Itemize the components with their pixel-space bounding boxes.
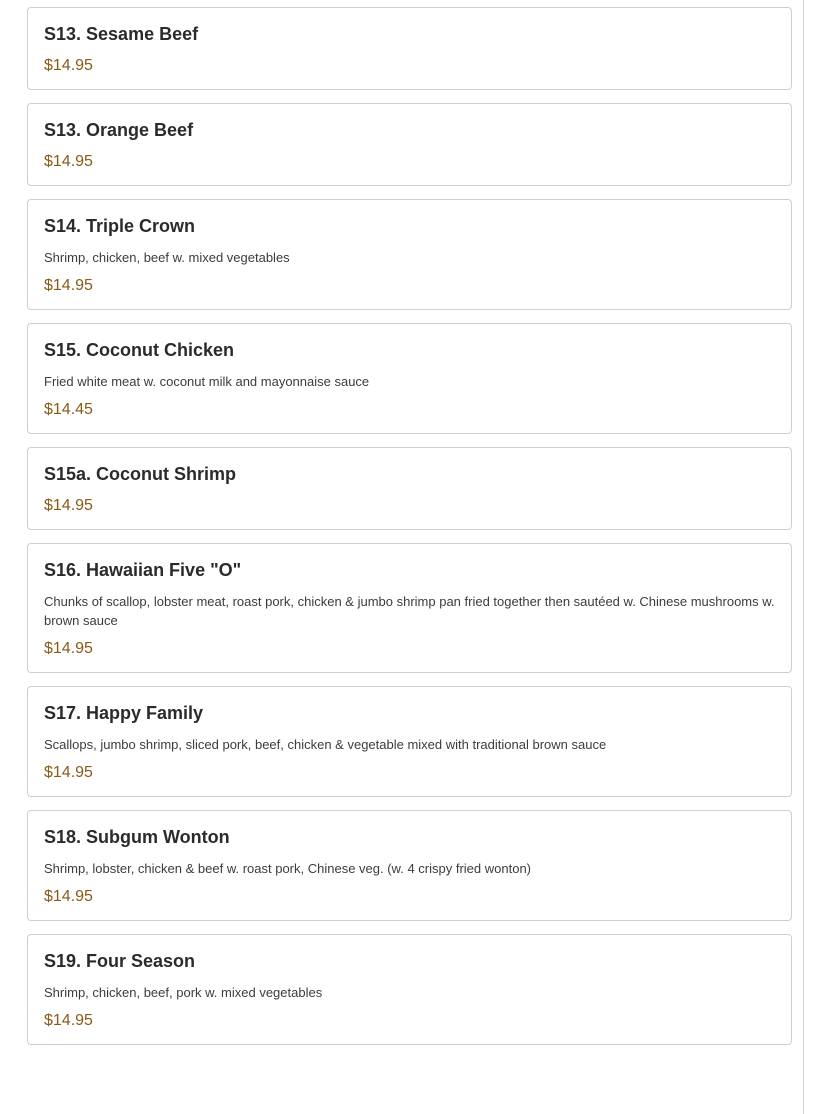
- menu-item-name: S18. Subgum Wonton: [44, 827, 230, 847]
- menu-item-name: S15a. Coconut Shrimp: [44, 464, 237, 484]
- menu-item-description: Scallops, jumbo shrimp, sliced pork, beef, chicken & vegetable mixed with traditional brown sauce: [44, 737, 607, 752]
- menu-item-card[interactable]: [27, 447, 792, 530]
- scroll-divider: [803, 0, 804, 1114]
- menu-item-card[interactable]: [27, 323, 792, 434]
- menu-item-price: $14.95: [44, 640, 93, 657]
- menu-item-price: $14.95: [44, 277, 93, 294]
- menu-item-price: $14.95: [44, 888, 93, 905]
- menu-item-price: $14.95: [44, 764, 93, 781]
- menu-item-name: S13. Orange Beef: [44, 120, 194, 140]
- menu-item-name: S13. Sesame Beef: [44, 24, 199, 44]
- menu-item-description: Chunks of scallop, lobster meat, roast pork, chicken & jumbo shrimp pan fried together then sautéed w. Chinese mushrooms w. brown sauce: [44, 594, 775, 628]
- menu-item-price: $14.95: [44, 1012, 93, 1029]
- menu-item-description: Shrimp, chicken, beef, pork w. mixed vegetables: [44, 985, 323, 1000]
- menu-item-name: S15. Coconut Chicken: [44, 340, 235, 360]
- menu-item-card[interactable]: [27, 103, 792, 186]
- menu-item-price: $14.95: [44, 57, 93, 74]
- menu-item-card[interactable]: [27, 686, 792, 797]
- menu-item-card[interactable]: [27, 934, 792, 1045]
- menu-item-card[interactable]: [27, 810, 792, 921]
- menu-item-price: $14.95: [44, 153, 93, 170]
- menu-item-card[interactable]: [27, 543, 792, 673]
- menu-item-description: Shrimp, lobster, chicken & beef w. roast pork, Chinese veg. (w. 4 crispy fried wonton): [44, 861, 531, 876]
- menu-item-description: Fried white meat w. coconut milk and mayonnaise sauce: [44, 374, 370, 389]
- menu-item-name: S19. Four Season: [44, 951, 196, 971]
- menu-item-price: $14.45: [44, 401, 93, 418]
- menu-item-card[interactable]: [27, 199, 792, 310]
- menu-item-description: Shrimp, chicken, beef w. mixed vegetables: [44, 250, 290, 265]
- menu-item-name: S17. Happy Family: [44, 703, 204, 723]
- menu-item-name: S14. Triple Crown: [44, 216, 196, 236]
- menu-item-name: S16. Hawaiian Five "O": [44, 560, 242, 580]
- menu-item-card[interactable]: [27, 7, 792, 90]
- menu-item-price: $14.95: [44, 497, 93, 514]
- menu-item-list: [27, 0, 792, 1058]
